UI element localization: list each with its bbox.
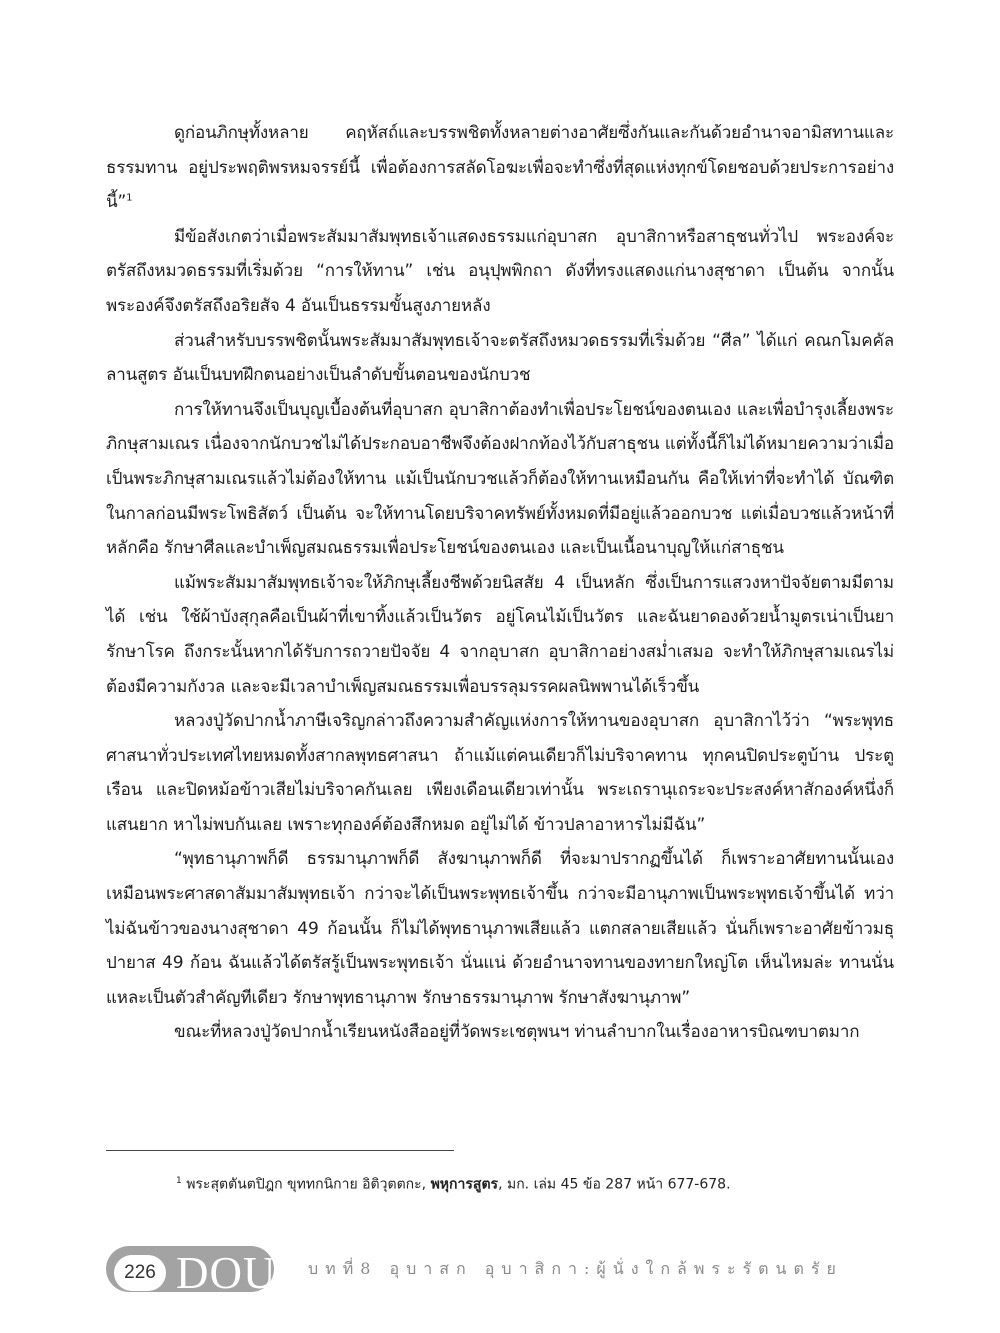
footnote-reference[interactable]: 1 — [126, 192, 133, 204]
footnote-suffix: , มก. เล่ม 45 ข้อ 287 หน้า 677-678. — [498, 1176, 731, 1193]
paragraph-2: มีข้อสังเกตว่าเมื่อพระสัมมาสัมพุทธเจ้าแสดงธรรมแก่อุบาสก อุบาสิกาหรือสาธุชนทั่วไป พระองค์จะตรัสถึงหมวดธรรมที่เริ่มด้วย “การให้ทาน” เช่น อนุปุพพิกถา ดังที่ทรงแสดงแก่นางสุชาดา เป็นต้น จากนั้นพระองค์จึงตรัสถึงอริยสัจ 4 อันเป็นธรรมขั้นสูงภายหลัง — [106, 226, 894, 316]
paragraph-1-text: ดูก่อนภิกษุทั้งหลาย คฤหัสถ์และบรรพชิตทั้งหลายต่างอาศัยซึ่งกันและกันด้วยอำนาจอามิสทานและธรรมทาน อยู่ประพฤติพรหมจรรย์นี้ เพื่อต้องการสลัดโอฆะเพื่อจะทำซึ่งที่สุดแห่งทุกข์โดยชอบด้วยประการอย่างนี้” — [106, 123, 894, 213]
footer-badge — [106, 1246, 277, 1298]
body-text — [106, 116, 894, 1050]
chapter-title: บทที่8 อุบาสก อุบาสิกา:ผู้นั่งใกล้พระรัตนตรัย — [308, 1259, 843, 1278]
footnote — [176, 1168, 896, 1198]
footnote-title: พหุการสูตร — [430, 1176, 499, 1193]
page-number: 226 — [114, 1255, 166, 1291]
paragraph-5: แม้พระสัมมาสัมพุทธเจ้าจะให้ภิกษุเลี้ยงชีพด้วยนิสสัย 4 เป็นหลัก ซึ่งเป็นการแสวงหาปัจจัยตามมีตามได้ เช่น ใช้ผ้าบังสุกุลคือเป็นผ้าที่เขาทิ้งแล้วเป็นวัตร อยู่โคนไม้เป็นวัตร และฉันยาดองด้วยน้ำมูตรเน่าเป็นยารักษาโรค ถึงกระนั้นหากได้รับการถวายปัจจัย 4 จากอุบาสก อุบาสิกาอย่างสม่ำเสมอ จะทำให้ภิกษุสามเณรไม่ต้องมีความกังวล และจะมีเวลาบำเพ็ญสมณธรรมเพื่อบรรลุมรรคผลนิพพานได้เร็วขึ้น — [106, 572, 894, 697]
paragraph-7: “พุทธานุภาพก็ดี ธรรมานุภาพก็ดี สังฆานุภาพก็ดี ที่จะมาปรากฏขึ้นได้ ก็เพราะอาศัยทานนั้นเอง เหมือนพระศาสดาสัมมาสัมพุทธเจ้า กว่าจะได้เป็นพระพุทธเจ้าขึ้น กว่าจะมีอานุภาพเป็นพระพุทธเจ้าขึ้นได้ ทว่าไม่ฉันข้าวของนางสุชาดา 49 ก้อนนั้น ก็ไม่ได้พุทธานุภาพเสียแล้ว แตกสลายเสียแล้ว นั่นก็เพราะอาศัยข้าวมธุปายาส 49 ก้อน ฉันแล้วได้ตรัสรู้เป็นพระพุทธเจ้า นั่นแน่ ด้วยอำนาจทานของทายกใหญ่โต เห็นไหมล่ะ ทานนั่นแหละเป็นตัวสำคัญทีเดียว รักษาพุทธานุภาพ รักษาธรรมานุภาพ รักษาสังฆานุภาพ” — [106, 849, 894, 1008]
paragraph-8: ขณะที่หลวงปู่วัดปากน้ำเรียนหนังสืออยู่ที่วัดพระเชตุพนฯ ท่านลำบากในเรื่องอาหารบิณฑบาตมาก — [174, 1022, 860, 1043]
page-footer — [106, 1242, 906, 1296]
footnote-prefix: พระสุตตันตปิฎก ขุททกนิกาย อิติวุตตกะ, — [186, 1176, 431, 1193]
dou-logo: DOU — [176, 1248, 277, 1298]
paragraph-6: หลวงปู่วัดปากน้ำภาษีเจริญกล่าวถึงความสำคัญแห่งการให้ทานของอุบาสก อุบาสิกาไว้ว่า “พระพุทธศาสนาทั่วประเทศไทยหมดทั้งสากลพุทธศาสนา ถ้าแม้แต่คนเดียวก็ไม่บริจาคทาน ทุกคนปิดประตูบ้าน ประตูเรือน และปิดหม้อข้าวเสียไม่บริจาคกันเลย เพียงเดือนเดียวเท่านั้น พระเถรานุเถระจะประสงค์หาสักองค์หนึ่งก็แสนยาก หาไม่พบกันเลย เพราะทุกองค์ต้องสึกหมด อยู่ไม่ได้ ข้าวปลาอาหารไม่มีฉัน” — [106, 711, 894, 835]
footnote-divider — [106, 1150, 454, 1151]
footnote-number: 1 — [176, 1176, 182, 1186]
paragraph-3: ส่วนสำหรับบรรพชิตนั้นพระสัมมาสัมพุทธเจ้าจะตรัสถึงหมวดธรรมที่เริ่มด้วย “ศีล” ได้แก่ คณกโมคคัลลานสูตร อันเป็นบทฝึกตนอย่างเป็นลำดับขั้นตอนของนักบวช — [106, 330, 894, 386]
paragraph-1 — [106, 116, 894, 220]
paragraph-4: การให้ทานจึงเป็นบุญเบื้องต้นที่อุบาสก อุบาสิกาต้องทำเพื่อประโยชน์ของตนเอง และเพื่อบำรุงเลี้ยงพระภิกษุสามเณร เนื่องจากนักบวชไม่ได้ประกอบอาชีพจึงต้องฝากท้องไว้กับสาธุชน แต่ทั้งนี้ก็ไม่ได้หมายความว่าเมื่อเป็นพระภิกษุสามเณรแล้วไม่ต้องให้ทาน แม้เป็นนักบวชแล้วก็ต้องให้ทานเหมือนกัน คือให้เท่าที่จะทำได้ บัณฑิตในกาลก่อนมีพระโพธิสัตว์ เป็นต้น จะให้ทานโดยบริจาคทรัพย์ทั้งหมดที่มีอยู่แล้วออกบวช แต่เมื่อบวชแล้วหน้าที่หลักคือ รักษาศีลและบำเพ็ญสมณธรรมเพื่อประโยชน์ของตนเอง และเป็นเนื้อนาบุญให้แก่สาธุชน — [106, 399, 894, 559]
